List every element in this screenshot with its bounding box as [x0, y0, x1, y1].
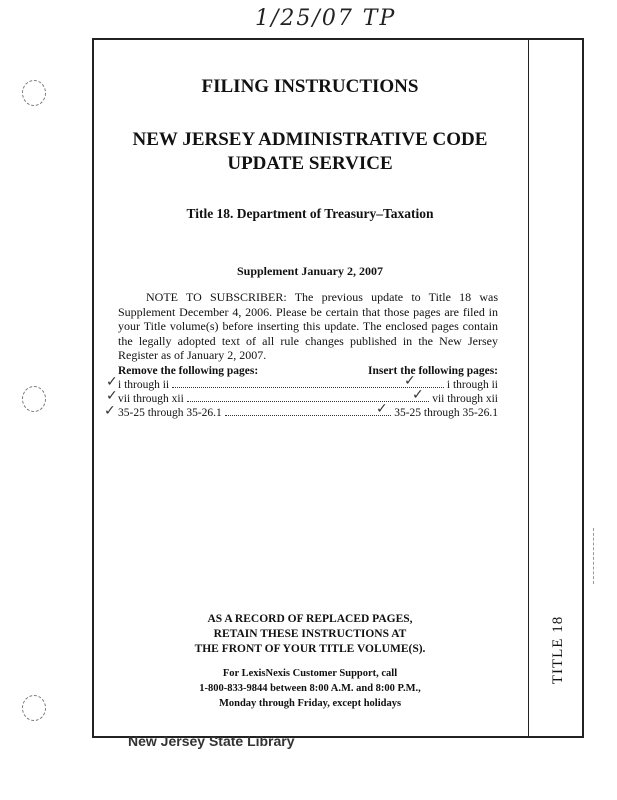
- insert-range: i through ii: [446, 379, 498, 391]
- checkmark-icon: ✓: [106, 388, 118, 404]
- support-line-3: Monday through Friday, except holidays: [218, 698, 402, 709]
- page-row-3: [118, 406, 498, 420]
- margin-scribble: [593, 528, 608, 584]
- remove-range: 35-25 through 35-26.1: [118, 407, 222, 419]
- insert-range: vii through xii: [432, 393, 498, 405]
- pages-header: [118, 365, 498, 377]
- checkmark-icon: ✓: [404, 373, 416, 389]
- supplement-date: Supplement January 2, 2007: [236, 264, 384, 278]
- punch-hole-top: [22, 80, 46, 106]
- filing-instructions-heading: FILING INSTRUCTIONS: [201, 76, 419, 97]
- service-title-line-2: UPDATE SERVICE: [227, 153, 393, 174]
- insert-range: 35-25 through 35-26.1: [394, 407, 498, 419]
- punch-hole-middle: [22, 386, 46, 412]
- tab-divider-line: [528, 38, 529, 738]
- dot-leader: [187, 392, 429, 402]
- dot-leader: [225, 406, 391, 416]
- remove-range: i through ii: [118, 379, 170, 391]
- handwritten-date-note: 1/25/07 TP: [255, 6, 397, 31]
- service-title: [94, 128, 526, 176]
- title-heading: Title 18. Department of Treasury–Taxation: [186, 206, 434, 221]
- library-stamp: New Jersey State Library: [128, 733, 295, 749]
- remove-pages-header: Remove the following pages:: [118, 365, 259, 377]
- checkmark-icon: ✓: [106, 374, 118, 390]
- checkmark-icon: ✓: [412, 387, 424, 403]
- checkmark-icon: ✓: [104, 403, 116, 419]
- checkmark-icon: ✓: [376, 401, 388, 417]
- record-line-3: THE FRONT OF YOUR TITLE VOLUME(S).: [194, 643, 426, 655]
- customer-support-info: [94, 666, 526, 711]
- service-title-line-1: NEW JERSEY ADMINISTRATIVE CODE: [132, 129, 488, 150]
- record-line-1: AS A RECORD OF REPLACED PAGES,: [207, 613, 413, 625]
- page-row-2: [118, 392, 498, 406]
- insert-pages-header: Insert the following pages:: [367, 365, 498, 377]
- record-instructions: [94, 612, 526, 657]
- support-line-2: 1-800-833-9844 between 8:00 A.M. and 8:00 P.M.,: [199, 683, 421, 694]
- support-line-1: For LexisNexis Customer Support, call: [222, 668, 398, 679]
- record-line-2: RETAIN THESE INSTRUCTIONS AT: [213, 628, 407, 640]
- remove-range: vii through xii: [118, 393, 184, 405]
- page-row-1: [118, 378, 498, 392]
- subscriber-note: NOTE TO SUBSCRIBER: The previous update to Title 18 was Supplement December 4, 2006. Please be certain that those pages are filed in your Title volume(s) before inserting this update. The enclosed pages contain the legally adopted text of all rule changes published in the New Jersey Register as of January 2, 2007.: [118, 290, 498, 363]
- punch-hole-bottom: [22, 695, 46, 721]
- title-tab-label: TITLE 18: [550, 615, 566, 685]
